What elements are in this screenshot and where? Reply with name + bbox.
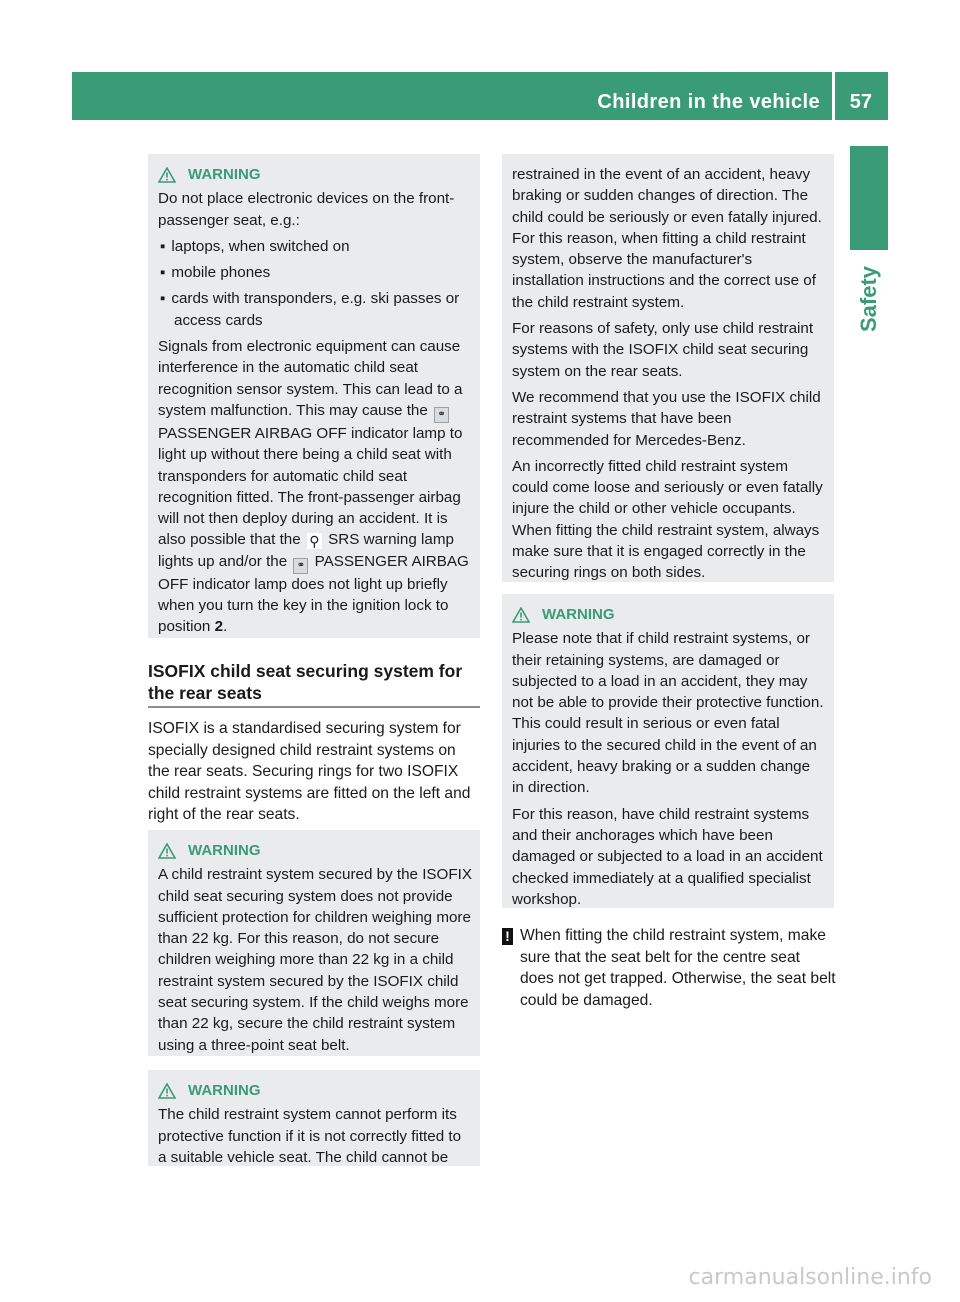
list-item: ▪ cards with transponders, e.g. ski passes or access cards	[160, 290, 460, 329]
warning-body: For this reason, have child restraint systems and their anchorages which have been damaged or subjected to a load in an accident checked immediately at a qualified specialist workshop.	[512, 805, 823, 908]
ignition-position: 2	[214, 618, 224, 636]
warning-body: We recommend that you use the ISOFIX child restraint systems that have been recommended for Mercedes-Benz.	[512, 388, 821, 449]
list-item: ▪ laptops, when switched on	[160, 237, 350, 255]
warning-triangle-icon	[512, 607, 530, 623]
page-header-title: Children in the vehicle	[597, 91, 820, 113]
warning-body-text: PASSENGER AIRBAG OFF indicator lamp to light up without there being a child seat with transponders for automatic child seat recognition fitted. The front-passenger airbag will not then deploy during an accident. It is also possible that the	[158, 424, 463, 549]
section-heading: ISOFIX child seat securing system for the rear seats	[148, 661, 463, 703]
list-item: ▪ mobile phones	[160, 264, 271, 282]
list-item-text: cards with transponders, e.g. ski passes or access cards	[171, 290, 460, 329]
page-number: 57	[849, 91, 872, 113]
note-text: When fitting the child restraint system, make sure that the seat belt for the centre seat does not get trapped. Otherwise, the seat belt could be damaged.	[520, 927, 836, 1010]
warning-body: A child restraint system secured by the ISOFIX child seat securing system does not provide sufficient protection for children weighing more than 22 kg. For this reason, do not secure children weighing more than 22 kg in a child restraint system secured by the ISOFIX child seat securing system. If the child weighs more than 22 kg, secure the child restraint system using a three-point seat belt.	[158, 866, 472, 1054]
warning-box-correct-fitting-continued	[502, 154, 834, 582]
warning-body-text: Signals from electronic equipment can cause interference in the automatic child seat recognition sensor system. This can lead to a system malfunction. This may cause the	[158, 338, 463, 419]
chapter-tab-marker	[850, 146, 888, 250]
passenger-airbag-off-icon: ⚭	[293, 558, 308, 574]
passenger-airbag-off-icon: ⚭	[434, 407, 449, 423]
chapter-tab-text: Safety	[856, 265, 881, 333]
watermark: carmanualsonline.info	[688, 1265, 932, 1290]
warning-body: restrained in the event of an accident, heavy braking or sudden changes of direction. The child could be seriously or even fatally injured. For this reason, when fitting a child restraint system, observe the manufacturer's installation instructions and the correct use of the child restraint system.	[512, 166, 822, 311]
warning-heading-text: WARNING	[188, 842, 261, 859]
warning-heading	[512, 604, 826, 625]
list-item-text: laptops, when switched on	[171, 237, 350, 255]
header-divider	[832, 72, 835, 120]
note-block	[502, 925, 836, 1012]
warning-body: For reasons of safety, only use child restraint systems with the ISOFIX child seat securing system on the rear seats.	[512, 320, 814, 380]
note-exclamation-icon: !	[502, 928, 513, 945]
list-item-text: mobile phones	[171, 264, 271, 282]
warning-box-damaged-systems	[502, 594, 834, 908]
warning-body-text: SRS warning lamp lights up and/or the	[158, 531, 454, 570]
warning-body: The child restraint system cannot perform its protective function if it is not correctly fitted to a suitable vehicle seat. The child cannot be	[158, 1106, 462, 1166]
warning-body: An incorrectly fitted child restraint system could come loose and seriously or even fatally injure the child or other vehicle occupants. When fitting the child restraint system, always make sure that it is engaged correctly in the securing rings on both sides.	[512, 457, 823, 582]
warning-triangle-icon	[158, 167, 176, 183]
warning-box-correct-fitting	[148, 1070, 480, 1166]
warning-body: Please note that if child restraint systems, or their retaining systems, are damaged or subjected to a load in an accident, they may not be able to provide their protective function. This could result in serious or even fatal injuries to the secured child in the event of an accident, heavy braking or a sudden change in direction.	[512, 630, 824, 797]
warning-triangle-icon	[158, 1083, 176, 1099]
warning-intro: Do not place electronic devices on the front-passenger seat, e.g.:	[158, 190, 455, 229]
warning-heading	[158, 840, 472, 861]
warning-heading-text: WARNING	[188, 166, 261, 183]
warning-triangle-icon	[158, 843, 176, 859]
warning-heading	[158, 164, 472, 185]
warning-box-weight-limit	[148, 830, 480, 1056]
chapter-tab-label	[850, 254, 888, 344]
warning-heading-text: WARNING	[542, 606, 615, 623]
sentence-end: .	[223, 618, 228, 636]
section-divider	[148, 706, 480, 708]
warning-body	[158, 336, 472, 638]
warning-heading	[158, 1080, 472, 1101]
warning-box-electronic-devices	[148, 154, 480, 638]
srs-warning-icon: ⚲	[307, 533, 322, 549]
page-header-bar	[72, 72, 888, 120]
warning-body-text: PASSENGER AIRBAG OFF indicator lamp does not light up briefly when you turn the key in the ignition lock to position	[158, 552, 469, 636]
section-body: ISOFIX is a standardised securing system for specially designed child restraint systems on the rear seats. Securing rings for two ISOFIX child restraint systems are fitted on the left and right of the rear seats.	[148, 720, 471, 823]
warning-heading-text: WARNING	[188, 1082, 261, 1099]
